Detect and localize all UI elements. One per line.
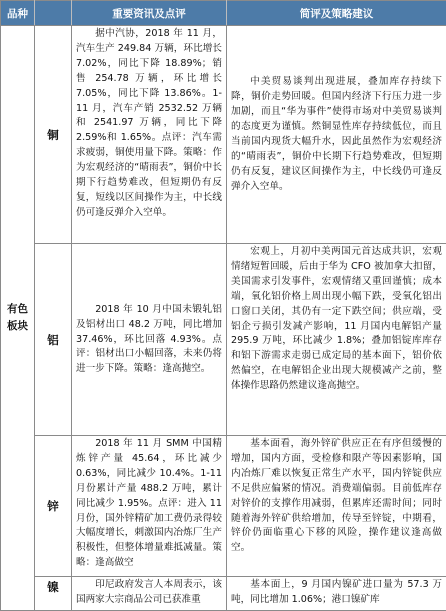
news-nickel-text: 印尼政府发言人本周表示，该国两家大宗商品公司已获准重	[76, 578, 222, 608]
header-category: 品种	[1, 1, 35, 26]
table-row-zinc	[1, 436, 446, 577]
table-row-copper	[1, 26, 446, 244]
header-blank	[35, 1, 72, 26]
header-news: 重要资讯及点评	[72, 1, 227, 26]
news-aluminum-text: 2018 年 10 月中国未锻轧铝及铝材出口 48.2 万吨，同比增加 37.46%，环比回落 4.93%。点评：铝材出口小幅回落，未来仍将进一步下降。策略：逢高抛空。	[76, 303, 222, 378]
news-zinc	[72, 436, 227, 577]
sector-label	[1, 26, 35, 611]
table-row-nickel	[1, 577, 446, 611]
comment-zinc	[227, 436, 446, 577]
comment-aluminum-text: 宏观上，月初中美两国元首达成共识，宏观情绪短暂回暖，后由于华为 CFO 被加拿大扣留，美国需求引发事件，宏观情绪又重回谨慎；成本端，氧化铝价格上周出现小幅下跌，受氧化铝出口窗口关闭，其仍有一定下跌空间；供应端，受铝企亏损引发减产影响，11 月国内电解铝产量 295.9 万吨，环比减少 1.8%；叠加铝锭库库存和铝下游需求走弱已成定局的基本面下，铝价依然偏空，在电解铝企业出现大规模减产之前，整体操作思路仍然建议逢高抛空。	[231, 245, 442, 394]
table-row-aluminum	[1, 244, 446, 436]
news-zinc-text: 2018 年 11 月 SMM 中国精炼锌产量 45.64，环比减少 0.63%，同比减少 10.4%。1-11 月份累计产量 488.2 万吨，累计同比减少 1.95%。点评：进入 11 月份，国外锌精矿加工费仍录得较大幅度增长，刺激国内冶炼厂生产积极性，但整体增量难抵减量。策略：逢高做空	[76, 437, 222, 571]
table-header-row	[1, 1, 446, 26]
metal-zinc: 锌	[35, 436, 72, 577]
comment-zinc-text: 基本面看，海外锌矿供应正在有序但缓慢的增加，国内方面，受检修和限产等因素影响，国内冶炼厂难以恢复正常生产水平，国内锌锭供应不足供应偏紧的情况。消费端偏弱。目前低库存对锌价的支撑作用减弱，但累库还需时间；同时随着海外锌矿供给增加，传导至锌锭，中期看，锌价仍面临重心下移的风险，操作建议逢高做空。	[231, 437, 442, 556]
comment-nickel-text: 基本面上，9 月国内镍矿进口量为 57.3 万吨，同比增加 1.06%；港口镍矿库	[231, 578, 442, 608]
news-nickel	[72, 577, 227, 611]
comment-aluminum	[227, 244, 446, 436]
news-aluminum	[72, 244, 227, 436]
news-copper	[72, 26, 227, 244]
sector-text: 有色板块	[6, 301, 30, 335]
comment-nickel	[227, 577, 446, 611]
metal-aluminum: 铝	[35, 244, 72, 436]
comment-copper	[227, 26, 446, 244]
comment-copper-text: 中美贸易谈判出现进展，叠加库存持续下降，铜价走势回暖。但国内经济下行压力进一步加剧，而且“华为事件”使得市场对中美贸易谈判的态度更为谨慎。然铜显性库存持续低位，而且当前国内现货大幅升水，因此虽然作为宏观经济的“晴雨表”，铜价中长期下行趋势难改，但短期仍有反复，建议区间操作为主，中长线仍可逢反弹介入空单。	[231, 75, 442, 194]
metal-copper: 铜	[35, 26, 72, 244]
news-copper-text: 据中汽协，2018 年 11 月，汽车生产 249.84 万辆，环比增长 7.02%，同比下降 18.89%；销售 254.78 万辆，环比增长 7.05%，同比下降 13.86%。1-11 月，汽车产销 2532.52 万辆和 2541.97 万辆，同比下降 2.59%和 1.65%。点评：汽车需求疲弱，铜使用量下降。策略：作为宏观经济的“晴雨表”，铜价中长期下行趋势难改，但短期仍有反复，短线以区间操作为主，中长线仍可逢反弹介入空单。	[76, 27, 222, 221]
header-strategy: 简评及策略建议	[227, 1, 446, 26]
metal-nickel: 镍	[35, 577, 72, 611]
